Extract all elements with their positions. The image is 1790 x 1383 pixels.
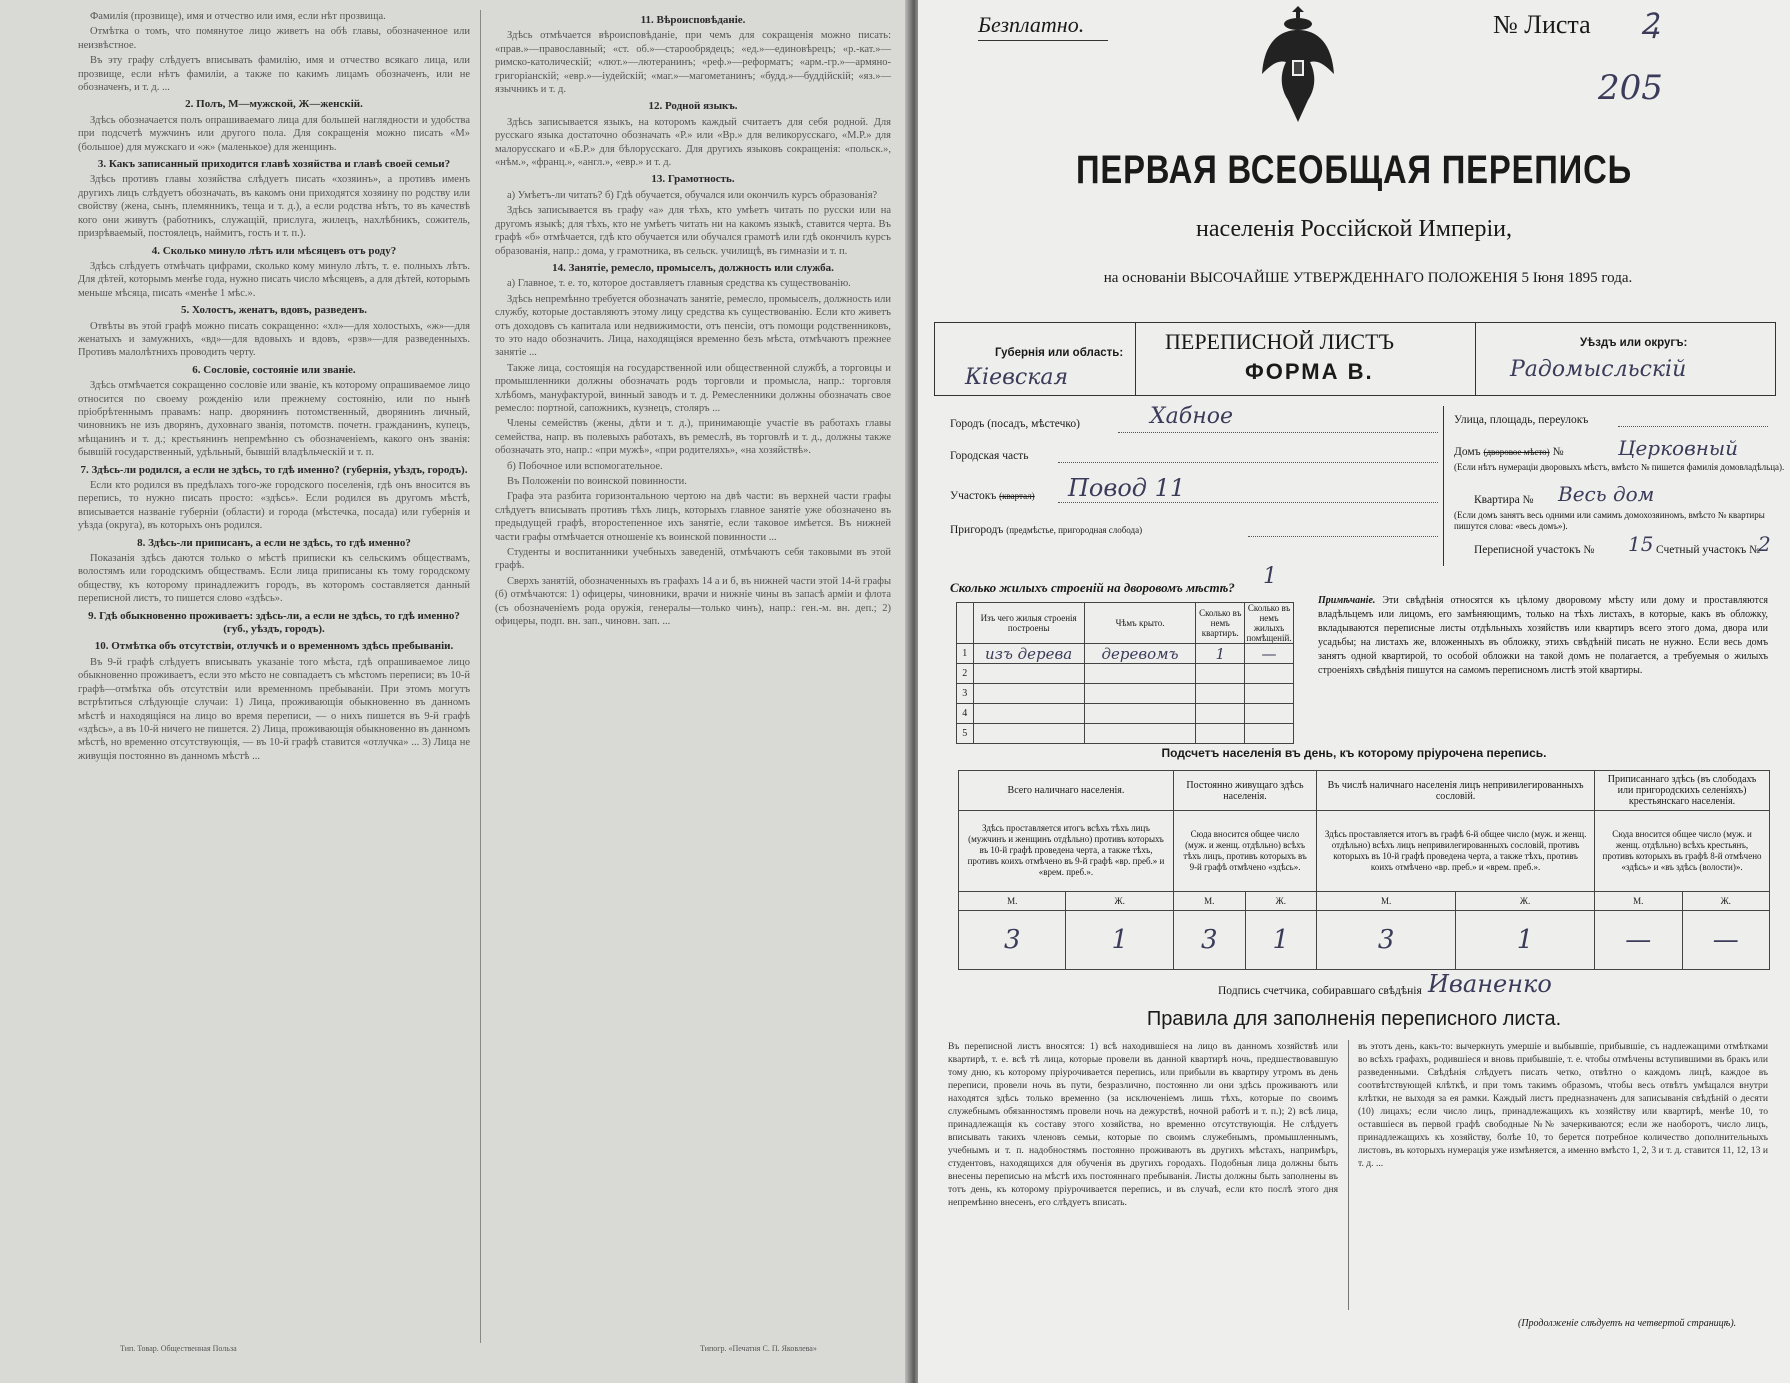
apartment-label: Квартира №	[1474, 494, 1534, 506]
section-heading: 7. Здѣсь-ли родился, а если не здѣсь, то гдѣ именно? (губернія, уѣздъ, городъ).	[80, 463, 468, 476]
section-paragraph: Здѣсь отмѣчается вѣроисповѣданіе, при чемъ для сокращенія можно писать: «прав.»—православный; «ст. об.»—старообрядецъ; «ед.»—единовѣрецъ; «р.-кат.»—римско-католическій; «лют.»—лютеранинъ; «реф.»—реформатъ; «арм.-гр.»—армяно-григоріанскій; «евр.»—іудейскій; «маг.»—магометанинъ; «будд.»—буддійскій; «яз.»—язычникъ и т. д.	[495, 30, 891, 96]
male-column-label: М.	[959, 891, 1066, 910]
buildings-row	[957, 684, 1294, 704]
apartment-note: (Если домъ занятъ весь одними или самимъ домохозяиномъ, вмѣсто № квартиры пишутся слова: «весь домъ»).	[1454, 510, 1765, 531]
male-column-label: М.	[1317, 891, 1456, 910]
city-value: Хабное	[1150, 404, 1233, 429]
section-heading: 8. Здѣсь-ли приписанъ, а если не здѣсь, то гдѣ именно?	[137, 536, 411, 549]
buildings-question: Сколько жилыхъ строеній на дворовомъ мѣстѣ?	[950, 580, 1235, 595]
male-count: 3	[1317, 910, 1456, 969]
signature-label: Подпись счетчика, собиравшаго свѣдѣнія	[1218, 985, 1422, 997]
male-count: 3	[1173, 910, 1245, 969]
left-column-2	[487, 0, 899, 1383]
section-paragraph: Графа эта разбита горизонтальною чертою на двѣ части: въ верхней части графы слѣдуетъ вписывать противъ тѣхъ лицъ, которыхъ главное занятіе уже обозначено въ предыдущей графѣ, второстепенное ихъ занятіе, если таковое имѣется. Въ нижней части графы отмѣчается отношеніе къ воинской повинности ...	[495, 491, 891, 543]
male-count: —	[1595, 910, 1682, 969]
female-count: 1	[1245, 910, 1317, 969]
section-paragraph: Здѣсь противъ главы хозяйства слѣдуетъ писать «хозяинъ», а противъ именъ другихъ лицъ слѣдуетъ обозначать, въ какомъ они приходятся хозяину по родству или свойству (жена, сынъ, племянникъ, теща и т. д.), а если родства нѣтъ, то въ качествѣ кого они живутъ (работникъ, служащій, прислуга, жилецъ, нахлѣбникъ, сожитель, призрѣваемый, постоялецъ, наймитъ, гость и т. п.).	[78, 174, 470, 240]
male-column-label: М.	[1173, 891, 1245, 910]
section-paragraph: Если кто родился въ предѣлахъ того-же городского поселенія, гдѣ онъ вносится въ перепись, то нужно писать просто: «здѣсь». Если родился въ другомъ мѣстѣ, вписывается названіе губерніи (области) и города (мѣстечка, посада) или губернія и уѣзда (округа), въ которыхъ онъ родился.	[78, 480, 470, 532]
section-paragraph: Здѣсь записывается языкъ, на которомъ каждый считаетъ для себя родной. Для русскаго языка достаточно обозначать «Р.» или «Вр.» для великорусскаго, «М.Р.» для малорусскаго и «Б.Р.» для бѣлорусскаго. Для другихъ языковъ сокращенія: «польск.», «нѣм.», «франц.», «англ.», «евр.» и т. д.	[495, 116, 891, 169]
roof-cell: деревомъ	[1084, 644, 1196, 664]
sheet-number-handwritten: Ꝝ	[1640, 7, 1660, 42]
section-heading: 14. Занятіе, ремесло, промыселъ, должность или служба.	[552, 261, 834, 274]
count-group-heading: Въ числѣ наличнаго населенія лицъ непривилегированныхъ сословій.	[1317, 771, 1595, 811]
section-paragraph: б) Побочное или вспомогательное.	[507, 460, 663, 472]
apartments-cell	[1196, 664, 1245, 684]
female-count: 1	[1456, 910, 1595, 969]
right-footer-imprint: Типогр. «Печатня С. П. Яковлева»	[700, 1344, 817, 1353]
row-number: 3	[957, 684, 974, 704]
male-count: 3	[959, 910, 1066, 969]
buildings-note: Примѣчаніе. Эти свѣдѣнія относятся къ цѣлому дворовому мѣсту или дому и проставляются владѣльцемъ или лицомъ, его замѣняющимъ, только на тѣхъ листахъ, в которые, какъ въ обложку, вкладываются переписные листы отдѣльныхъ хозяйствъ или квартиръ всего этого дома, двора или усадьбы; на листахъ же, вложенныхъ въ обложку, этихъ свѣдѣній писать не нужно. Если весь домъ занятъ одной квартирой, то особой обложки на такой домъ не полагается, а требуемыя о жилыхъ строеніяхъ свѣдѣнія пишутся на самомъ переписномъ листѣ этой квартиры.	[1318, 595, 1769, 676]
section-label: Участокъ (квартал)	[950, 490, 1035, 502]
female-column-label: Ж.	[1682, 891, 1770, 910]
section-heading: 5. Холостъ, женатъ, вдовъ, разведенъ.	[180, 304, 368, 317]
rules-column-2: въ этотъ день, какъ-то: вычеркнуть умершіе и выбывшіе, прибывшіе, съ надлежащими отмѣтками во всѣхъ графахъ, родившіеся и вновь прибывшіе, т. е. чтобы отмѣчены вступившими въ бракъ или разведенными. Свѣдѣнія слѣдуетъ писать четко, отвѣтно о каждомъ лицѣ, каждое въ соотвѣтствующей клѣткѣ, и при томъ такимъ образомъ, чтобы весь отвѣтъ умѣщался внутри клѣтки, не выходя за ея рамки. Каждый листъ предназначенъ для записыванія свѣдѣній о десяти (10) лицахъ; если число лицъ, принадлежащихъ къ хозяйству или квартирѣ, менѣе 10, то оставшіеся въ первой графѣ свободные №№ зачеркиваются; если же наоборотъ, число лицъ, принадлежащихъ къ хозяйству, болѣе 10, то берется потребное количество дополнительныхъ листовъ, въ которыхъ нумерація уже измѣняется, а именно вмѣсто 1, 2, 3 и т. д. ставится 11, 12, 13 и т. д. ...	[1358, 1041, 1768, 1169]
left-footer-imprint: Тип. Товар. Общественная Польза	[120, 1344, 237, 1353]
apartments-cell	[1196, 724, 1245, 744]
roof-cell	[1084, 724, 1196, 744]
city-label: Городъ (посадъ, мѣстечко)	[950, 418, 1080, 430]
section-paragraph: Здѣсь записывается въ графу «а» для тѣхъ, кто умѣетъ читать по русски или на другомъ языкѣ; для тѣхъ, кто не умѣетъ читать ни на какомъ языкѣ, ставится черта. Въ графѣ «б» отмѣчается, гдѣ кто обучается или обучался грамотѣ или гдѣ окончилъ курсъ образованія, напр.: дома, у грамотника, въ сельск. училищѣ, въ гимназіи и т. п.	[495, 205, 891, 257]
form-title: ПЕРВАЯ ВСЕОБЩАЯ ПЕРЕПИСЬ	[1076, 148, 1632, 192]
buildings-col-apartments: Сколько въ немъ квартиръ.	[1196, 603, 1245, 644]
buildings-answer: 1	[1263, 564, 1277, 589]
roof-cell	[1084, 664, 1196, 684]
column-divider	[480, 10, 481, 1343]
governorate-value: Кіевская	[965, 365, 1069, 390]
section-heading: 2. Полъ, М—мужской, Ж—женскій.	[185, 98, 363, 111]
census-district-label: Переписной участокъ №	[1474, 544, 1595, 556]
material-cell	[973, 724, 1084, 744]
sheet-number-label: № Листа	[1493, 10, 1591, 39]
count-group-heading: Приписаннаго здѣсь (въ слободахъ или пригородскихъ селеніяхъ) крестьянскаго населенія.	[1595, 771, 1770, 811]
material-cell: изъ дерева	[973, 644, 1084, 664]
count-group-description: Здѣсь проставляется итогъ въ графѣ 6-й общее число (муж. и женщ. отдѣльно) всѣхъ лицъ непривилегированныхъ сословій, противъ которыхъ въ 10-й графѣ проведена черта, а также тѣхъ, противъ коихъ отмѣчено «вр. преб.» и «врем. преб.».	[1317, 811, 1595, 891]
row-number: 2	[957, 664, 974, 684]
house-label: Домъ (дворовое мѣсто) №	[1454, 446, 1564, 458]
section-paragraph: Въ 9-й графѣ слѣдуетъ вписывать указаніе того мѣста, гдѣ опрашиваемое лицо обыкновенно проживаетъ, если это мѣсто не совпадаетъ съ мѣстомъ переписи; въ 10-й графѣ—отмѣтка объ отсутствіи или временномъ пребываніи. При этомъ могутъ встрѣтиться слѣдующіе случаи: 1) Лица, проживающія обыкновенно въ данномъ мѣстѣ и находящіяся на лицо во время переписи, — о нихъ пишется въ 9-й графѣ «здѣсь», а въ 10-й ничего не пишется. 2) Лица, проживающія обыкновенно въ данномъ мѣстѣ, но временно отсутствующія, — въ 10-й графѣ ставится «отлучка» ... 3) Лица не живущія постоянно въ данномъ мѣстѣ ...	[78, 656, 470, 762]
header-box	[934, 322, 1776, 396]
free-underline	[978, 40, 1108, 41]
material-cell	[973, 664, 1084, 684]
section-paragraph: Студенты и воспитанники учебныхъ заведеній, отмѣчаютъ себя таковыми въ этой графѣ.	[495, 547, 891, 572]
section-paragraph: Здѣсь отмѣчается сокращенно сословіе или званіе, къ которому опрашиваемое лицо относится по своему рожденію или прежнему состоянію, или по нынѣ пріобрѣтеннымъ правамъ: напр. дворянинъ потомственный, дворянинъ личный, чиновникъ не изъ дворянъ, духовнаго званія, потомств. почетн. гражданинъ, купецъ, мѣщанинъ и т. д.; крестьянинъ непремѣнно съ обозначеніемъ, какого онъ званія: бывшій государственный, удѣльный, бывшій владѣльческій и т. п.	[78, 380, 470, 459]
rooms-cell	[1245, 704, 1294, 724]
section-paragraph: Въ Положеніи по воинской повинности.	[507, 476, 687, 487]
section-paragraph: Сверхъ занятій, обозначенныхъ въ графахъ 14 а и б, въ нижней части этой 14-й графы (б) отмѣчаются: 1) офицеры, чиновники, врачи и нижніе чины въ запасѣ арміи и флота (съ обозначеніемъ рода оружія, генералы—только чинъ), напр.: ген.-м. вн. деп.; 2) офицеры, подп. вн. зап., чиновн. зап. ...	[495, 575, 891, 628]
female-column-label: Ж.	[1456, 891, 1595, 910]
section-paragraph: Показанія здѣсь даются только о мѣстѣ приписки къ сельскимъ обществамъ, волостямъ или городскимъ обществамъ. Если лица приписаны къ тому городскому обществу, къ которому принадлежитъ городъ, въ которомъ составляется данный переписной листъ, то пишется слово «здѣсь».	[78, 553, 470, 605]
buildings-row	[957, 704, 1294, 724]
form-variant: ФОРМА В.	[1245, 359, 1374, 384]
male-column-label: М.	[1595, 891, 1682, 910]
counting-district-label: Счетный участокъ №	[1656, 544, 1761, 556]
rules-continuation: (Продолженіе слѣдуетъ на четвертой страницѣ).	[1518, 1318, 1737, 1329]
female-column-label: Ж.	[1066, 891, 1173, 910]
count-group-description: Сюда вносится общее число (муж. и женщ. отдѣльно) всѣхъ крестьянъ, противъ которыхъ въ графѣ 8-й отмѣчено «здѣсь» и «въ здѣсь (волости)».	[1595, 811, 1770, 891]
section-paragraph: а) Умѣетъ-ли читать? б) Гдѣ обучается, обучался или окончилъ курсъ образованія?	[507, 189, 878, 201]
female-column-label: Ж.	[1245, 891, 1317, 910]
row-number: 1	[957, 644, 974, 664]
right-page	[918, 0, 1790, 1383]
row-number: 4	[957, 704, 974, 724]
count-group-heading: Всего наличнаго населенія.	[959, 771, 1174, 811]
row-number: 5	[957, 724, 974, 744]
section-paragraph: Фамилія (прозвище), имя и отчество или имя, если нѣт прозвища.	[90, 11, 386, 22]
section-heading: 11. Вѣроисповѣданіе.	[640, 14, 746, 26]
form-subtitle: населенія Россійской Имперіи,	[1196, 216, 1512, 242]
form-name: ПЕРЕПИСНОЙ ЛИСТЪ	[1165, 329, 1395, 354]
house-note: (Если нѣтъ нумераціи дворовыхъ мѣстъ, вмѣсто № пишется фамилія домовладѣльца).	[1454, 462, 1785, 472]
section-paragraph: Здѣсь обозначается полъ опрашиваемаго лица для большей наглядности и удобства при подсчетѣ мужчинъ или другого пола. Для сокращенія можно писать «М» (большое) для мужскаго и «ж» (маленькое) для женщинъ.	[78, 114, 470, 153]
apartments-cell	[1196, 684, 1245, 704]
legal-basis: на основаніи ВЫСОЧАЙШЕ УТВЕРЖДЕННАГО ПОЛОЖЕНІЯ 5 Іюня 1895 года.	[1103, 270, 1633, 286]
rules-column-1: Въ переписной листъ вносятся: 1) всѣ находившіеся на лицо въ данномъ хозяйствѣ или квартирѣ, т. е. всѣ тѣ лица, которые провели въ данной квартирѣ ночь, предшествовавшую тому дню, къ которому пріурочивается перепись, или прибыли въ квартиру утромъ въ день переписи, провели ночь въ пути, безразлично, постоянно ли они здѣсь проживаютъ или находятся здѣсь только временно (за исключеніемъ лишь тѣхъ, которые по своимъ служебнымъ обязанностямъ провели ночь на дежурствѣ, ночной работѣ и т. п.); 2) всѣ лица, принадлежащія къ составу этого хозяйства, но временно отсутствующія. Не слѣдуетъ вписывать такихъ членовъ семьи, которые по своимъ служебнымъ, промышленнымъ, учебнымъ и т. п. надобностямъ постоянно проживаютъ въ другихъ мѣстахъ, напримѣръ, студентовъ, находящихся для обученія въ другихъ городахъ. Подобныя лица должны быть внесены переписью на мѣстѣ ихъ постояннаго пребыванія. Листы должны быть заполнены въ тотъ день, къ которому пріурочивается перепись, и въ случаѣ, если кто послѣ этого дня непремѣнно внесенъ, его слѣдуетъ вписать.	[948, 1041, 1338, 1208]
material-cell	[973, 704, 1084, 724]
section-heading: 4. Сколько минуло лѣтъ или мѣсяцевъ отъ роду?	[151, 244, 397, 257]
count-group-description: Сюда вносится общее число (муж. и женщ. отдѣльно) всѣхъ тѣхъ лицъ, противъ которыхъ въ 9-й графѣ отмѣчено «здѣсь».	[1173, 811, 1316, 891]
apartments-cell	[1196, 704, 1245, 724]
apartments-cell: 1	[1196, 644, 1245, 664]
governorate-label: Губернія или область:	[995, 347, 1124, 359]
count-group-heading: Постоянно живущаго здѣсь населенія.	[1173, 771, 1316, 811]
apartment-value: Весь дом	[1558, 482, 1655, 506]
section-paragraph: Члены семействъ (жены, дѣти и т. д.), принимающіе участіе въ работахъ главы семейства, напр. въ полевыхъ работахъ, въ ремеслѣ, въ торговлѣ и т. д., должны также обозначать это, напр.: «при мужѣ», «при родителяхъ», «на хозяйствѣ».	[495, 418, 891, 457]
section-paragraph: Отмѣтка о томъ, что помянутое лицо живетъ на обѣ главы, обозначенное или неизвѣстное.	[78, 26, 470, 51]
buildings-table	[956, 602, 1294, 744]
signature-value: Иваненко	[1428, 970, 1552, 998]
section-heading: 10. Отмѣтка объ отсутствіи, отлучкѣ и о временномъ здѣсь пребываніи.	[94, 640, 454, 653]
population-count-table	[958, 770, 1770, 970]
district-label: Уѣздъ или округъ:	[1580, 337, 1688, 349]
city-part-label: Городская часть	[950, 450, 1029, 462]
section-paragraph: Здѣсь слѣдуетъ отмѣчать цифрами, сколько кому минуло лѣтъ, т. е. полныхъ лѣтъ. Для дѣтей, которымъ менѣе года, нужно писать число мѣсяцевъ, а для дѣтей, которымъ меньше мѣсяца, писать «менѣе 1 мѣс.».	[78, 260, 470, 299]
section-paragraph: Отвѣты въ этой графѣ можно писать сокращенно: «хл»—для холостыхъ, «ж»—для женатыхъ и замужнихъ, «вд»—для вдовыхъ и вдовъ, «рзв»—для разведенныхъ. Противъ малолѣтнихъ проводить черту.	[78, 320, 470, 359]
rooms-cell: —	[1245, 644, 1294, 664]
imperial-eagle-icon	[1258, 4, 1338, 126]
roof-cell	[1084, 684, 1196, 704]
suburb-label: Пригородъ (предмѣстье, пригородная слобода)	[950, 524, 1143, 536]
count-title: Подсчетъ населенія въ день, къ которому пріурочена перепись.	[1161, 746, 1547, 760]
rooms-cell	[1245, 664, 1294, 684]
district-value: Радомысльскій	[1510, 357, 1687, 382]
female-count: 1	[1066, 910, 1173, 969]
buildings-col-rooms: Сколько въ немъ жилыхъ помѣщеній.	[1246, 603, 1292, 643]
section-paragraph: а) Главное, т. е. то, которое доставляетъ главныя средства къ существованію.	[507, 278, 851, 290]
census-district-value: 15	[1628, 532, 1654, 556]
section-paragraph: Также лица, состоящія на государственной или общественной службѣ, а торговцы и промышленники должны обозначать родъ торговли и промысла, напр.: торговля хлѣбомъ, мануфактурой, винный заводъ и т. д. Ремесленники должны обозначать свое ремесло: портной, сапожникъ, кузнецъ, столяръ ...	[495, 362, 891, 414]
buildings-row	[957, 644, 1294, 664]
street-label: Улица, площадь, переулокъ	[1454, 414, 1589, 426]
section-heading: 13. Грамотность.	[651, 173, 735, 186]
material-cell	[973, 684, 1084, 704]
section-paragraph: Здѣсь непремѣнно требуется обозначать занятіе, ремесло, промыселъ, должность или службу, которые доставляютъ этому лицу средства къ существованію. Если кто живетъ отъ доходовъ съ капитала или недвижимости, отъ пенсіи, отъ помощи родственниковъ, то это надо обозначить. Лица, находящіяся временно безъ мѣста, отмѣчаютъ прежнее занятіе ...	[495, 293, 891, 359]
free-label: Безплатно.	[978, 12, 1085, 37]
rooms-cell	[1245, 684, 1294, 704]
left-column-1	[70, 0, 478, 1383]
roof-cell	[1084, 704, 1196, 724]
section-value: Повод 11	[1068, 474, 1186, 502]
section-heading: 6. Сословіе, состояніе или званіе.	[192, 363, 356, 376]
buildings-col-material: Изъ чего жилыя строенія построены	[973, 603, 1084, 644]
house-value: Церковный	[1618, 436, 1739, 460]
section-heading: 9. Гдѣ обыкновенно проживаетъ: здѣсь-ли, а если не здѣсь, то гдѣ именно? (губ., уѣздъ, городъ).	[88, 609, 460, 636]
rules-title: Правила для заполненія переписного листа.	[1146, 1008, 1562, 1030]
sheet-number-handwritten-2: 205	[1598, 68, 1663, 108]
buildings-col-roof: Чѣмъ крыто.	[1084, 603, 1196, 644]
buildings-row	[957, 724, 1294, 744]
section-paragraph: Въ эту графу слѣдуетъ вписывать фамилію, имя и отчество всякаго лица, или прозвище, если нѣтъ фамиліи, а также по какимъ лицамъ обозначенъ, или не обозначенъ, и т. д. ...	[78, 55, 470, 94]
buildings-row	[957, 664, 1294, 684]
counting-district-value: 2	[1758, 532, 1771, 556]
rooms-cell	[1245, 724, 1294, 744]
female-count: —	[1682, 910, 1770, 969]
section-heading: 3. Какъ записанный приходится главѣ хозяйства и главѣ своей семьи?	[97, 158, 451, 171]
count-group-description: Здѣсь проставляется итогъ всѣхъ тѣхъ лицъ (мужчинъ и женщинъ отдѣльно) противъ которыхъ въ 10-й графѣ проведена черта, а также тѣхъ, противъ коихъ отмѣчено въ 9-й графѣ «вр. преб.» и «врем. преб.».	[959, 811, 1174, 891]
section-heading: 12. Родной языкъ.	[648, 100, 738, 113]
